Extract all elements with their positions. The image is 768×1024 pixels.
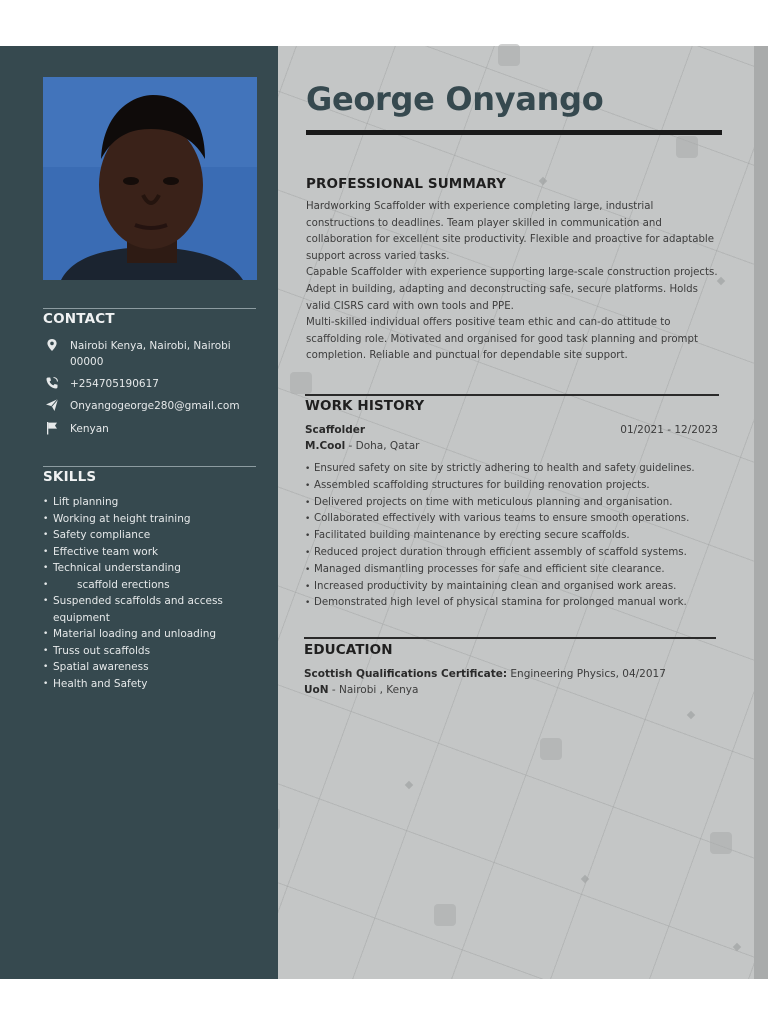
duty-item: • Collaborated effectively with various teams to ensure smooth operations. xyxy=(305,511,725,528)
summary-paragraph: Hardworking Scaffolder with experience completing large, industrial constructions to deadlines. Team player skilled in communication and collaboration for excellent site productivity. Flexible and proactive for adaptable support across varied tasks. xyxy=(306,201,715,262)
contact-address xyxy=(43,338,258,370)
duty-item: • Managed dismantling processes for safe and efficient site clearance. xyxy=(305,562,725,579)
skill-item: • Lift planning xyxy=(43,494,258,511)
summary-paragraph: Capable Scaffolder with experience supporting large-scale construction projects. Adept in building, adapting and deconstructing safe, secure platforms. Holds valid CISRS card with own tools and PPE. xyxy=(306,267,718,312)
job-title: Scaffolder xyxy=(305,424,366,436)
summary-paragraph: Multi-skilled individual offers positive team ethic and can-do attitude to scaffolding role. Motivated and organised for good task planning and prompt completion. Reliable and punctual for dependable site support. xyxy=(306,317,698,362)
contact-title: CONTACT xyxy=(43,311,115,327)
qualification-name: Scottish Qualifications Certificate: xyxy=(304,668,508,680)
nationality-text: Kenyan xyxy=(70,423,109,435)
education-title: EDUCATION xyxy=(304,642,393,658)
education-divider xyxy=(304,637,716,639)
duty-item: • Assembled scaffolding structures for building renovation projects. xyxy=(305,478,725,495)
skills-list xyxy=(43,494,258,692)
contact-nationality xyxy=(43,421,258,437)
phone-text: +254705190617 xyxy=(70,378,159,390)
duty-item: • Increased productivity by maintaining clean and organised work areas. xyxy=(305,579,725,596)
skills-divider xyxy=(43,466,256,467)
location-pin-icon xyxy=(43,338,61,352)
watermark-icon xyxy=(710,832,732,854)
skill-item: • Safety compliance xyxy=(43,527,258,544)
watermark-icon xyxy=(290,372,312,394)
work-title: WORK HISTORY xyxy=(305,398,425,414)
watermark-icon xyxy=(498,44,520,66)
job-dates: 01/2021 - 12/2023 xyxy=(620,424,718,436)
phone-icon xyxy=(43,376,61,390)
skill-text: scaffold erections xyxy=(77,578,170,591)
duty-item: • Delivered projects on time with meticulous planning and organisation. xyxy=(305,495,725,512)
education-school xyxy=(304,684,418,696)
summary-body xyxy=(306,199,722,365)
email-text: Onyangogeorge280@gmail.com xyxy=(70,400,240,412)
page-edge xyxy=(754,46,768,979)
skill-item: • Effective team work xyxy=(43,544,258,561)
job-company xyxy=(305,440,419,452)
skill-item: • Technical understanding xyxy=(43,560,258,577)
watermark-icon xyxy=(676,136,698,158)
work-divider xyxy=(305,394,719,396)
duty-item: • Facilitated building maintenance by erecting secure scaffolds. xyxy=(305,528,725,545)
contact-divider xyxy=(43,308,256,309)
flag-icon xyxy=(43,421,61,435)
school-location: - Nairobi , Kenya xyxy=(328,684,419,696)
profile-photo-image xyxy=(43,77,257,280)
duty-item: • Demonstrated high level of physical stamina for prolonged manual work. xyxy=(305,595,725,612)
email-send-icon xyxy=(43,398,61,412)
qualification-details: Engineering Physics, 04/2017 xyxy=(507,668,666,680)
school-name: UoN xyxy=(304,684,329,696)
watermark-icon xyxy=(540,738,562,760)
skill-item xyxy=(43,577,258,594)
skill-item: • Health and Safety xyxy=(43,676,258,693)
candidate-name: George Onyango xyxy=(306,80,604,118)
name-underline xyxy=(306,130,722,135)
skill-item: • Suspended scaffolds and access equipment xyxy=(43,593,258,626)
company-location: - Doha, Qatar xyxy=(345,440,420,452)
skill-item: • Spatial awareness xyxy=(43,659,258,676)
skill-item: • Truss out scaffolds xyxy=(43,643,258,660)
sidebar xyxy=(0,46,278,979)
duty-item: • Ensured safety on site by strictly adhering to health and safety guidelines. xyxy=(305,461,725,478)
company-name: M.Cool xyxy=(305,440,346,452)
contact-email[interactable] xyxy=(43,398,258,414)
skill-item: • Working at height training xyxy=(43,511,258,528)
watermark-icon xyxy=(434,904,456,926)
contact-phone[interactable] xyxy=(43,376,258,392)
summary-title: PROFESSIONAL SUMMARY xyxy=(306,176,507,192)
address-text: Nairobi Kenya, Nairobi, Nairobi 00000 xyxy=(70,340,231,368)
skills-title: SKILLS xyxy=(43,469,97,485)
education-qualification xyxy=(304,668,666,680)
skill-item: • Material loading and unloading xyxy=(43,626,258,643)
profile-photo xyxy=(43,77,257,280)
duty-item: • Reduced project duration through efficient assembly of scaffold systems. xyxy=(305,545,725,562)
duties-list xyxy=(305,461,725,612)
